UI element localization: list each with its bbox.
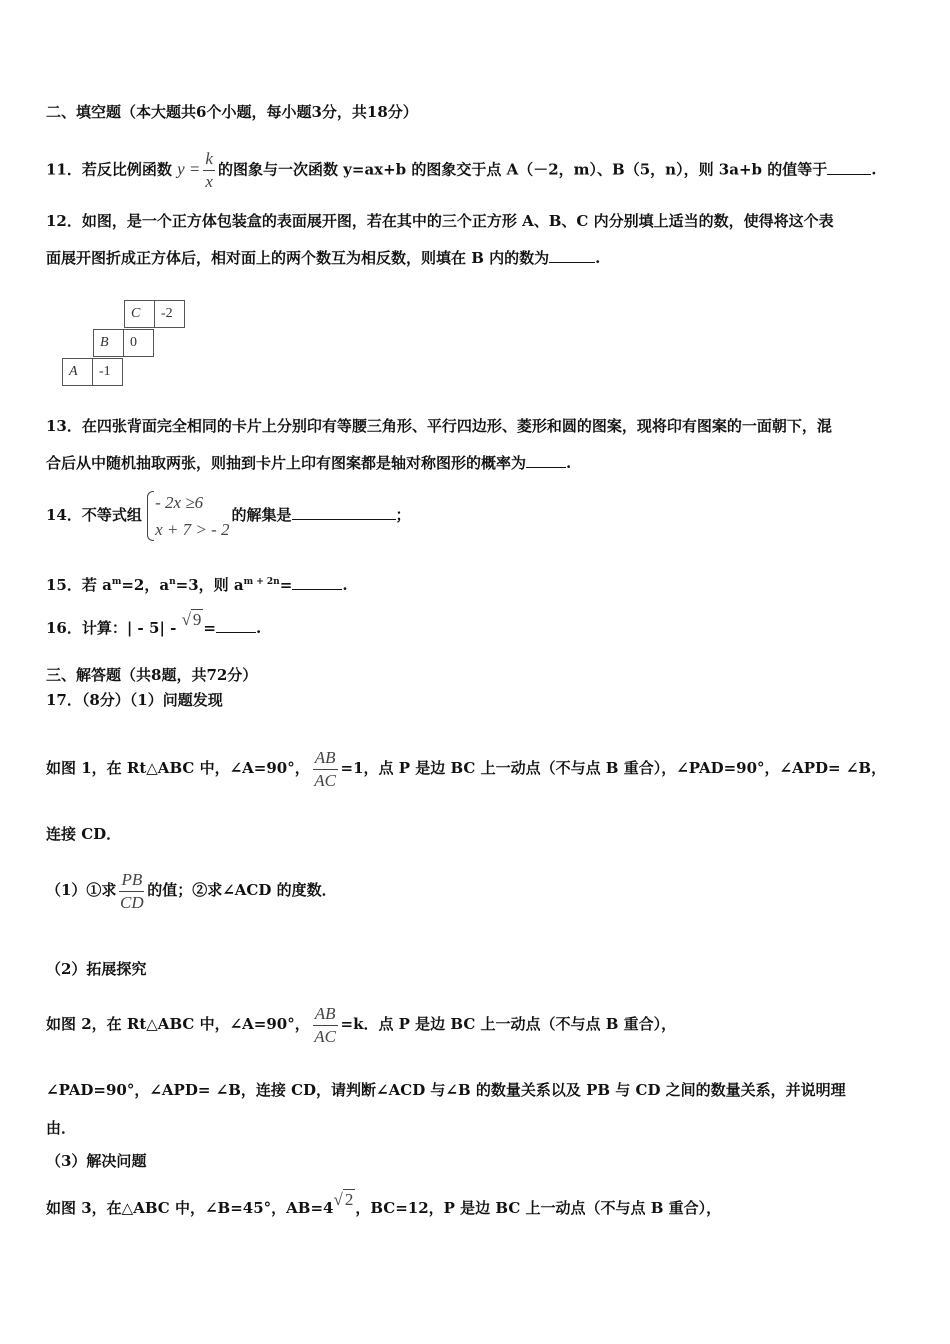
q17-p1-suffix: =1，点 P 是边 BC 上一动点（不与点 B 重合），∠PAD=90°，∠APD= ∠B， xyxy=(340,759,887,777)
q17-q1-num: PB xyxy=(119,871,144,892)
q11-prefix: 11．若反比例函数 xyxy=(46,160,172,179)
q17-p2-den: AC xyxy=(314,1026,336,1046)
q13-line2-text: 合后从中随机抽取两张，则抽到卡片上印有图案都是轴对称图形的概率为 xyxy=(46,454,527,472)
net-cell-c-value: -2 xyxy=(154,300,185,328)
q16-end: . xyxy=(256,619,262,637)
q14-inequality-2: x + 7 > - 2 xyxy=(155,520,230,539)
q13-end: . xyxy=(566,454,572,472)
net-cell-a: A xyxy=(62,358,93,386)
q11-frac-den: x xyxy=(205,172,213,191)
q17-question-1 xyxy=(46,860,337,920)
q17-p1-fraction xyxy=(313,749,338,790)
q11-suffix: 的图象与一次函数 y=ax+b 的图象交于点 A（－2，m）、B（5，n），则 3a+b 的值等于 xyxy=(217,160,828,179)
q14-prefix: 14．不等式组 xyxy=(46,506,142,524)
q14-answer-blank xyxy=(292,505,396,520)
q15-mid-3: = xyxy=(279,576,293,594)
q16-radicand: 9 xyxy=(192,610,202,629)
q17-p3-suffix: ，BC=12，P 是边 BC 上一动点（不与点 B 重合）， xyxy=(355,1199,722,1217)
q17-p1-prefix: 如图 1，在 Rt△ABC 中，∠A=90°， xyxy=(46,759,310,777)
q14-inequality-system xyxy=(147,489,229,543)
q17-q1-suffix: 的值；②求∠ACD 的度数． xyxy=(147,881,337,899)
q13-answer-blank xyxy=(526,453,566,468)
q14-brace xyxy=(147,491,154,541)
q15-prefix: 15．若 a xyxy=(46,576,112,594)
q11-answer-blank xyxy=(827,160,871,175)
q16-answer-blank xyxy=(216,618,256,633)
q12-answer-blank xyxy=(549,248,595,263)
q17-part3-paragraph xyxy=(46,1190,722,1218)
q17-p2-fraction xyxy=(313,1005,338,1046)
q17-p2-num: AB xyxy=(313,1005,338,1026)
q17-p2-prefix: 如图 2，在 Rt△ABC 中，∠A=90°， xyxy=(46,1015,310,1033)
net-cell-a-value: -1 xyxy=(92,358,123,386)
q17-p3-radicand: 2 xyxy=(344,1190,354,1209)
q16-sqrt: √ 9 xyxy=(181,610,202,629)
question-11 xyxy=(46,150,876,191)
section-2-title: 二、填空题（本大题共6个小题，每小题3分，共18分） xyxy=(46,103,418,121)
q11-fraction xyxy=(203,150,215,191)
q15-sup-mn: m + 2n xyxy=(243,577,280,587)
q15-end: . xyxy=(342,576,348,594)
q15-sup-n: n xyxy=(169,577,176,587)
q17-part3-title: （3）解决问题 xyxy=(46,1152,147,1170)
q14-suffix: 的解集是 xyxy=(231,506,292,524)
net-cell-b-value: 0 xyxy=(123,329,154,357)
q14-inequality-1: - 2x ≥6 xyxy=(155,493,204,512)
question-13-line-2 xyxy=(46,453,571,473)
q15-mid-1: =2，a xyxy=(121,576,170,594)
q12-line2-text: 面展开图折成正方体后，相对面上的两个数互为相反数，则填在 B 内的数为 xyxy=(46,249,550,267)
q17-p2-line-2: ∠PAD=90°，∠APD= ∠B，连接 CD，请判断∠ACD 与∠B 的数量关系以及 PB 与 CD 之间的数量关系，并说明理 xyxy=(46,1081,846,1099)
q11-frac-num: k xyxy=(203,150,215,171)
q17-part1-paragraph xyxy=(46,738,886,798)
q11-y-eq: y = xyxy=(177,159,201,179)
q17-p2-suffix: =k．点 P 是边 BC 上一动点（不与点 B 重合）， xyxy=(340,1015,677,1033)
q16-mid: = xyxy=(203,619,216,637)
q17-p1-line-2: 连接 CD． xyxy=(46,825,122,843)
q17-p2-line-3: 由． xyxy=(46,1119,77,1137)
q17-p3-sqrt: √ 2 xyxy=(333,1190,354,1209)
q15-mid-2: =3，则 a xyxy=(175,576,244,594)
q17-part2-title: （2）拓展探究 xyxy=(46,960,147,978)
q17-p3-prefix: 如图 3，在△ABC 中，∠B=45°，AB=4 xyxy=(46,1199,334,1217)
q17-p1-den: AC xyxy=(314,770,336,790)
q17-q1-fraction xyxy=(119,871,144,912)
q17-header: 17．（8分）（1）问题发现 xyxy=(46,691,223,709)
q17-q1-prefix: （1）①求 xyxy=(46,881,117,899)
net-cell-c: C xyxy=(124,300,155,328)
q15-sup-m: m xyxy=(111,577,122,587)
q14-end: ； xyxy=(395,506,411,524)
cube-net-figure xyxy=(60,298,195,390)
question-16 xyxy=(46,610,262,638)
question-12-line-2 xyxy=(46,248,600,268)
question-15 xyxy=(46,572,348,595)
q12-end: . xyxy=(595,249,601,267)
q17-q1-den: CD xyxy=(120,892,144,912)
question-13-line-1: 13．在四张背面完全相同的卡片上分别印有等腰三角形、平行四边形、菱形和圆的图案，现将印有图案的一面朝下，混 xyxy=(46,417,832,435)
q17-p1-num: AB xyxy=(313,749,338,770)
section-3-title: 三、解答题（共8题，共72分） xyxy=(46,666,258,684)
q16-prefix: 16．计算：| - 5| - xyxy=(46,619,177,637)
net-cell-b: B xyxy=(93,329,124,357)
q11-end: . xyxy=(871,160,877,179)
question-14 xyxy=(46,485,411,545)
question-12-line-1: 12．如图，是一个正方体包装盒的表面展开图，若在其中的三个正方形 A、B、C 内分别填上适当的数，使得将这个表 xyxy=(46,212,834,230)
q17-part2-paragraph xyxy=(46,994,676,1054)
q15-answer-blank xyxy=(292,575,342,590)
